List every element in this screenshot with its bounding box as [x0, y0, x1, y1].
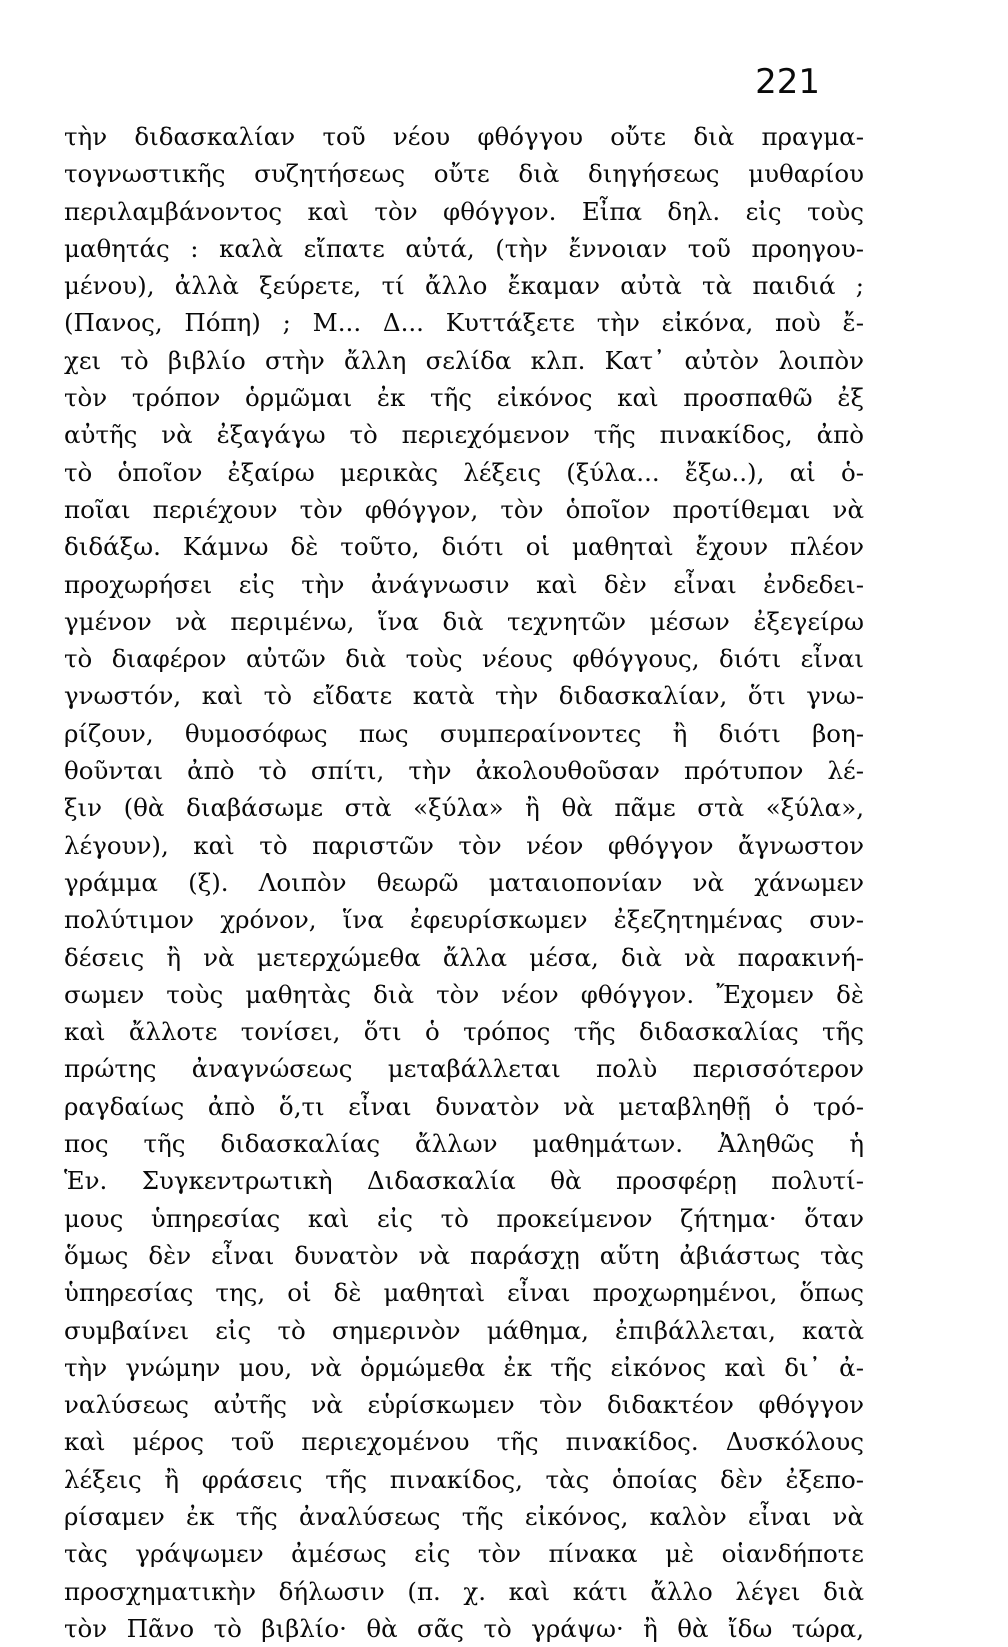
text-line: γνωστόν, καὶ τὸ εἴδατε κατὰ τὴν διδασκαλίαν, ὅτι γνω- — [64, 681, 864, 711]
text-line: θοῦνται ἀπὸ τὸ σπίτι, τὴν ἀκολουθοῦσαν πρότυπον λέ- — [64, 756, 864, 786]
text-line: Ἑν. Συγκεντρωτικὴ Διδασκαλία θὰ προσφέρῃ πολυτί- — [64, 1166, 864, 1196]
body-text — [64, 118, 864, 1647]
text-line: σωμεν τοὺς μαθητὰς διὰ τὸν νέον φθόγγον. Ἔχομεν δὲ — [64, 979, 864, 1009]
text-line: διδάξω. Κάμνω δὲ τοῦτο, διότι οἱ μαθηταὶ ἔχουν πλέον — [64, 532, 864, 562]
text-line: καὶ μέρος τοῦ περιεχομένου τῆς πινακίδος. Δυσκόλους — [64, 1427, 864, 1457]
text-line: λέξεις ἢ φράσεις τῆς πινακίδος, τὰς ὁποίας δὲν ἐξεπο- — [64, 1464, 864, 1494]
text-line: ποῖαι περιέχουν τὸν φθόγγον, τὸν ὁποῖον προτίθεμαι νὰ — [64, 494, 864, 524]
text-line: τὰς γράψωμεν ἀμέσως εἰς τὸν πίνακα μὲ οἱανδήποτε — [64, 1539, 864, 1569]
text-line: καὶ ἄλλοτε τονίσει, ὅτι ὁ τρόπος τῆς διδασκαλίας τῆς — [64, 1017, 864, 1047]
text-line: μους ὑπηρεσίας καὶ εἰς τὸ προκείμενον ζήτημα· ὅταν — [64, 1203, 864, 1233]
text-line: ὑπηρεσίας της, οἱ δὲ μαθηταὶ εἶναι προχωρημένοι, ὅπως — [64, 1278, 864, 1308]
text-line: προχωρήσει εἰς τὴν ἀνάγνωσιν καὶ δὲν εἶναι ἐνδεδει- — [64, 569, 864, 599]
text-line: πολύτιμον χρόνον, ἵνα ἐφευρίσκωμεν ἐξεζητημένας συν- — [64, 905, 864, 935]
text-line: ξιν (θὰ διαβάσωμε στὰ «ξύλα» ἢ θὰ πᾶμε στὰ «ξύλα», — [64, 793, 864, 823]
text-line: μαθητάς : καλὰ εἴπατε αὐτά, (τὴν ἔννοιαν τοῦ προηγου- — [64, 233, 864, 263]
text-line: χει τὸ βιβλίο στὴν ἄλλη σελίδα κλπ. Κατ᾿ αὐτὸν λοιπὸν — [64, 345, 864, 375]
text-line: προσχηματικὴν δήλωσιν (π. χ. καὶ κάτι ἄλλο λέγει διὰ — [64, 1576, 864, 1606]
text-line: μένου), ἀλλὰ ξεύρετε, τί ἄλλο ἔκαμαν αὐτὰ τὰ παιδιά ; — [64, 271, 864, 301]
text-line: τὸ διαφέρον αὐτῶν διὰ τοὺς νέους φθόγγους, διότι εἶναι — [64, 644, 864, 674]
text-line: ρίσαμεν ἐκ τῆς ἀναλύσεως τῆς εἰκόνος, καλὸν εἶναι νὰ — [64, 1501, 864, 1531]
text-line: γράμμα (ξ). Λοιπὸν θεωρῶ ματαιοπονίαν νὰ χάνωμεν — [64, 867, 864, 897]
text-line: πος τῆς διδασκαλίας ἄλλων μαθημάτων. Ἀληθῶς ἡ — [64, 1129, 864, 1159]
text-line: τὸ ὁποῖον ἐξαίρω μερικὰς λέξεις (ξύλα... ἔξω..), αἱ ὁ- — [64, 457, 864, 487]
text-line: λέγουν), καὶ τὸ παριστῶν τὸν νέον φθόγγον ἄγνωστον — [64, 830, 864, 860]
text-line: τὴν διδασκαλίαν τοῦ νέου φθόγγου οὔτε διὰ πραγμα- — [64, 122, 864, 151]
text-line: γμένον νὰ περιμένω, ἵνα διὰ τεχνητῶν μέσων ἐξεγείρω — [64, 606, 864, 636]
text-line: ναλύσεως αὐτῆς νὰ εὑρίσκωμεν τὸν διδακτέον φθόγγον — [64, 1390, 864, 1420]
text-line: περιλαμβάνοντος καὶ τὸν φθόγγον. Εἶπα δηλ. εἰς τοὺς — [64, 196, 864, 226]
text-line: τὸν Πᾶνο τὸ βιβλίο· θὰ σᾶς τὸ γράψω· ἢ θὰ ἴδω τώρα, — [64, 1613, 864, 1643]
page-number: 221 — [755, 62, 820, 102]
text-line: αὐτῆς νὰ ἐξαγάγω τὸ περιεχόμενον τῆς πινακίδος, ἀπὸ — [64, 420, 864, 450]
text-line: πρώτης ἀναγνώσεως μεταβάλλεται πολὺ περισσότερον — [64, 1054, 864, 1084]
text-line: τὸν τρόπον ὁρμῶμαι ἐκ τῆς εἰκόνος καὶ προσπαθῶ ἐξ — [64, 383, 864, 413]
text-line: δέσεις ἢ νὰ μετερχώμεθα ἄλλα μέσα, διὰ νὰ παρακινή- — [64, 942, 864, 972]
text-line: ὅμως δὲν εἶναι δυνατὸν νὰ παράσχῃ αὕτη ἀβιάστως τὰς — [64, 1240, 864, 1270]
text-line: τὴν γνώμην μου, νὰ ὁρμώμεθα ἐκ τῆς εἰκόνος καὶ δι᾿ ἀ- — [64, 1352, 864, 1382]
text-line: ραγδαίως ἀπὸ ὅ,τι εἶναι δυνατὸν νὰ μεταβληθῇ ὁ τρό- — [64, 1091, 864, 1121]
text-line: τογνωστικῆς συζητήσεως οὔτε διὰ διηγήσεως μυθαρίου — [64, 159, 864, 189]
text-line: ρίζουν, θυμοσόφως πως συμπεραίνοντες ἢ διότι βοη- — [64, 718, 864, 748]
text-line: (Πανος, Πόπη) ; Μ... Δ... Κυττάξετε τὴν εἰκόνα, ποὺ ἔ- — [64, 308, 864, 338]
text-line: συμβαίνει εἰς τὸ σημερινὸν μάθημα, ἐπιβάλλεται, κατὰ — [64, 1315, 864, 1345]
